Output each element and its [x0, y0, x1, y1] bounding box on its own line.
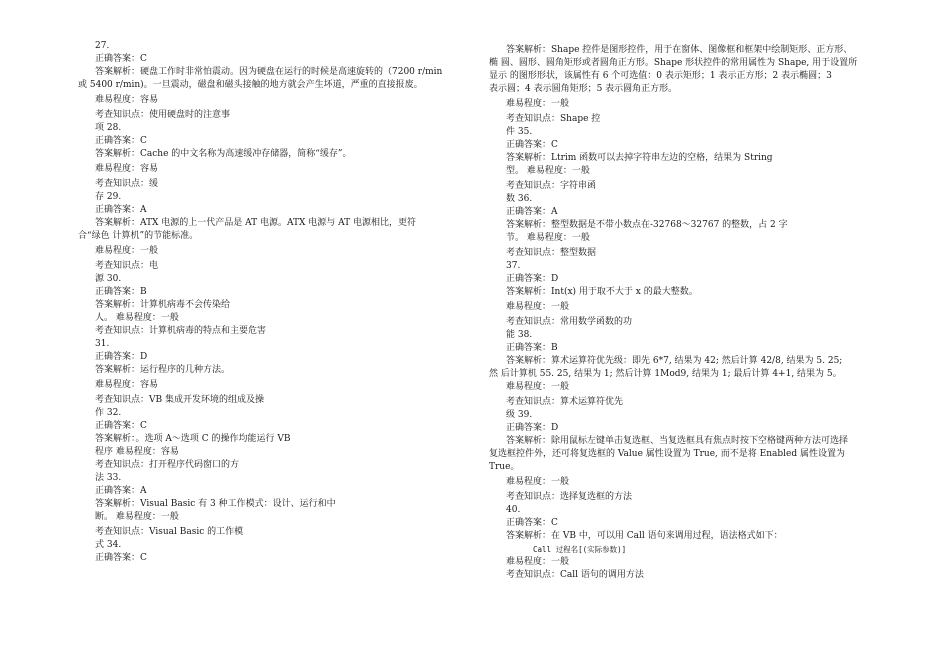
text-line: 考查知识点：使用硬盘时的注意事 [95, 110, 231, 120]
text-line: 难易程度：容易 [95, 164, 159, 174]
text-line: 正确答案：C [506, 518, 558, 528]
text-line: 答案解析：Visual Basic 有 3 种工作模式：设计、运行和中 [95, 499, 336, 509]
text-line: 合“绿色 计算机”的节能标准。 [78, 231, 199, 241]
text-line: 椭 圆、圆形、圆角矩形或者圆角正方形。Shape 形状控件的常用属性为 Shape, 用于设置所 [489, 58, 858, 68]
text-line: 难易程度：一般 [506, 382, 570, 392]
text-line: 表示圆；4 表示圆角矩形；5 表示圆角正方形。 [489, 84, 678, 94]
text-line: 考查知识点：字符串函 [506, 181, 597, 191]
text-line: 难易程度：一般 [506, 302, 570, 312]
text-line: 正确答案：B [506, 343, 558, 353]
text-line: 正确答案：C [506, 140, 558, 150]
text-line: Call 过程名[(实际参数)] [533, 545, 627, 554]
text-line: 正确答案：A [95, 486, 147, 496]
text-line: 答案解析：Int(x) 用于取不大于 x 的最大整数。 [506, 287, 698, 297]
answer-column-right [489, 44, 879, 582]
text-line: 正确答案：B [95, 287, 147, 297]
text-line: 答案解析：。选项 A～选项 C 的操作均能运行 VB [95, 434, 291, 444]
text-line: 答案解析：Ltrim 函数可以去掉字符串左边的空格，结果为 String [506, 153, 773, 163]
text-line: 37. [506, 261, 521, 271]
text-line: 正确答案：D [506, 274, 559, 284]
text-line: 能 38. [506, 330, 533, 340]
text-line: 27. [95, 41, 110, 51]
text-line: 正确答案：C [95, 421, 147, 431]
text-line: 或 5400 r/min)。一旦震动，磁盘和磁头接触的地方就会产生坏道，严重的直接报废。 [78, 80, 423, 90]
text-line: 人。 难易程度：一般 [95, 313, 179, 323]
text-line: 考查知识点：选择复选框的方法 [506, 492, 633, 502]
text-line: 答案解析：Shape 控件是图形控件，用于在窗体、图像框和框架中绘制矩形、正方形、 [506, 45, 853, 55]
text-line: 源 30. [95, 274, 122, 284]
text-line: 答案解析：ATX 电源的上一代产品是 AT 电源。ATX 电源与 AT 电源相比，更符 [95, 218, 417, 228]
text-line: 正确答案：A [506, 207, 558, 217]
text-line: 正确答案：D [95, 352, 148, 362]
text-line: 考查知识点：Shape 控 [506, 114, 601, 124]
text-line: 式 34. [95, 540, 122, 550]
text-line: 考查知识点：整型数据 [506, 248, 597, 258]
text-line: 答案解析：运行程序的几种方法。 [95, 365, 231, 375]
text-line: 答案解析：整型数据是不带小数点在-32768～32767 的整数，占 2 字 [506, 220, 788, 230]
text-line: 考查知识点：缓 [95, 179, 159, 189]
text-line: 正确答案：C [95, 54, 147, 64]
text-line: 难易程度：一般 [506, 477, 570, 487]
text-line: 答案解析：Cache 的中文名称为高速缓冲存储器，简称“缓存”。 [95, 149, 352, 159]
text-line: 级 39. [506, 410, 533, 420]
text-line: 复选框控件外，还可将复选框的 Value 属性设置为 True, 而不是将 Enabled 属性设置为 [489, 449, 845, 459]
text-line: 难易程度：一般 [95, 246, 159, 256]
text-line: 答案解析：除用鼠标左键单击复选框、当复选框具有焦点时按下空格键两种方法可选择 [506, 436, 849, 446]
text-line: 考查知识点：常用数学函数的功 [506, 317, 633, 327]
text-line: True。 [489, 462, 520, 472]
text-line: 考查知识点：Visual Basic 的工作模 [95, 527, 244, 537]
text-line: 节。 难易程度：一般 [506, 233, 590, 243]
text-line: 答案解析：计算机病毒不会传染给 [95, 300, 231, 310]
text-line: 法 33. [95, 473, 122, 483]
text-line: 型。 难易程度：一般 [506, 166, 590, 176]
text-line: 答案解析：在 VB 中，可以用 Call 语句来调用过程，语法格式如下： [506, 531, 783, 541]
text-line: 显示 的图形形状，该属性有 6 个可选值：0 表示矩形；1 表示正方形；2 表示椭圆；3 [489, 71, 832, 81]
text-line: 考查知识点：计算机病毒的特点和主要危害 [95, 326, 267, 336]
text-line: 考查知识点：Call 语句的调用方法 [506, 570, 644, 580]
text-line: 正确答案：C [95, 136, 147, 146]
text-line: 数 36. [506, 194, 533, 204]
text-line: 正确答案：D [506, 423, 559, 433]
text-line: 正确答案：A [95, 205, 147, 215]
text-line: 难易程度：容易 [95, 95, 159, 105]
text-line: 程序 难易程度：容易 [95, 447, 179, 457]
text-line: 然 后计算机 55. 25, 结果为 1; 然后计算 1Mod9, 结果为 1; 最后计算 4+1, 结果为 5。 [489, 369, 842, 379]
answer-column-left [78, 40, 468, 565]
text-line: 难易程度：一般 [506, 557, 570, 567]
text-line: 考查知识点：算术运算符优先 [506, 397, 624, 407]
text-line: 作 32. [95, 408, 122, 418]
text-line: 难易程度：容易 [95, 380, 159, 390]
text-line: 难易程度：一般 [506, 99, 570, 109]
text-line: 存 29. [95, 192, 122, 202]
text-line: 考查知识点：打开程序代码窗口的方 [95, 460, 240, 470]
text-line: 正确答案：C [95, 553, 147, 563]
text-line: 断。 难易程度：一般 [95, 512, 179, 522]
text-line: 件 35. [506, 127, 533, 137]
text-line: 考查知识点：VB 集成开发环境的组成及操 [95, 395, 264, 405]
text-line: 项 28. [95, 123, 122, 133]
text-line: 考查知识点：电 [95, 261, 159, 271]
text-line: 答案解析：算术运算符优先级：即先 6*7, 结果为 42; 然后计算 42/8, 结果为 5. 25; [506, 356, 843, 366]
text-line: 答案解析：硬盘工作时非常怕震动。因为硬盘在运行的时候是高速旋转的（7200 r/min [95, 67, 443, 77]
text-line: 31. [95, 339, 110, 349]
text-line: 40. [506, 505, 521, 515]
